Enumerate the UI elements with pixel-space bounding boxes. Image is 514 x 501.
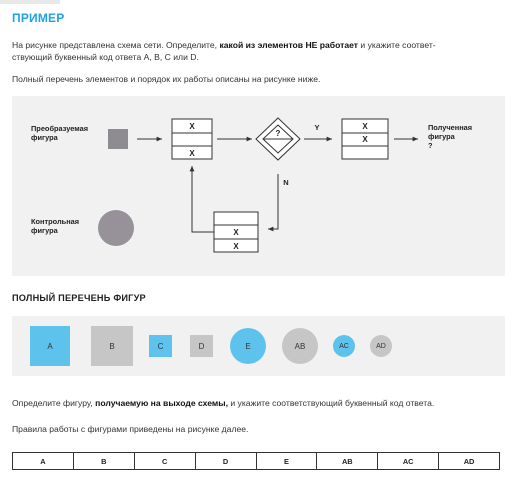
- no-label: N: [283, 178, 289, 187]
- answer-table: [12, 452, 500, 470]
- arrow-feedback-up: [192, 166, 214, 232]
- box2-mark-1: X: [362, 122, 368, 131]
- box3-mark-1: X: [233, 228, 239, 237]
- decision-mark: ?: [275, 129, 281, 138]
- element-box-3: [214, 212, 258, 252]
- intro-note: Полный перечень элементов и порядок их работы описаны на рисунке ниже.: [12, 74, 321, 84]
- answer-option-b[interactable]: B: [74, 453, 135, 469]
- box3-mark-2: X: [233, 242, 239, 251]
- answer-option-ad[interactable]: AD: [463, 456, 475, 466]
- shapes-panel: [12, 316, 505, 376]
- input-label: Преобразуемая фигура: [31, 124, 89, 142]
- shape-a: A: [30, 326, 70, 366]
- shape-b: B: [91, 326, 133, 366]
- element-box-1: [172, 119, 212, 159]
- yes-label: Y: [314, 123, 320, 132]
- shape-c: C: [149, 335, 172, 357]
- question-post: и укажите соответствующий буквенный код ответа.: [227, 398, 435, 408]
- answer-option-e[interactable]: E: [257, 453, 318, 469]
- answer-option-ac[interactable]: AC: [378, 453, 439, 469]
- shapes-heading: ПОЛНЫЙ ПЕРЕЧЕНЬ ФИГУР: [12, 293, 146, 303]
- element-box-2: [342, 119, 388, 159]
- input-square: [108, 129, 128, 149]
- box2-mark-2: X: [362, 135, 368, 144]
- output-label: Полученная фигура ?: [428, 123, 473, 150]
- intro-text-3: ствующий буквенный код ответа A, B, C или D.: [12, 52, 199, 62]
- intro-paragraph: [12, 39, 507, 63]
- rules-text: Правила работы с фигурами приведены на рисунке далее.: [12, 424, 249, 434]
- intro-text-2: и укажите соответ-: [358, 40, 436, 50]
- intro-text-1: На рисунке представлена схема сети. Определите,: [12, 40, 220, 50]
- page-title: ПРИМЕР: [12, 11, 65, 25]
- answer-option-d[interactable]: D: [196, 453, 257, 469]
- intro-bold: какой из элементов НЕ работает: [219, 40, 359, 50]
- shape-ac: AC: [333, 335, 355, 357]
- answer-option-a[interactable]: A: [13, 453, 74, 469]
- arrow-no-down: [268, 174, 278, 229]
- decision-element: [256, 118, 300, 160]
- answer-option-c[interactable]: C: [135, 453, 196, 469]
- answer-option-ab[interactable]: AB: [317, 453, 378, 469]
- shape-d: D: [190, 335, 213, 357]
- question-text: [12, 397, 507, 409]
- network-scheme: [12, 96, 505, 276]
- control-circle: [98, 210, 134, 246]
- box1-mark-1: X: [189, 122, 195, 131]
- question-pre: Определите фигуру,: [12, 398, 96, 408]
- shape-e: E: [230, 328, 266, 364]
- shape-ab: AB: [282, 328, 318, 364]
- shape-ad: AD: [370, 335, 392, 357]
- question-bold: получаемую на выходе схемы,: [95, 398, 228, 408]
- control-label: Контрольная фигура: [31, 217, 80, 235]
- header-band: [0, 0, 60, 4]
- box1-mark-2: X: [189, 149, 195, 158]
